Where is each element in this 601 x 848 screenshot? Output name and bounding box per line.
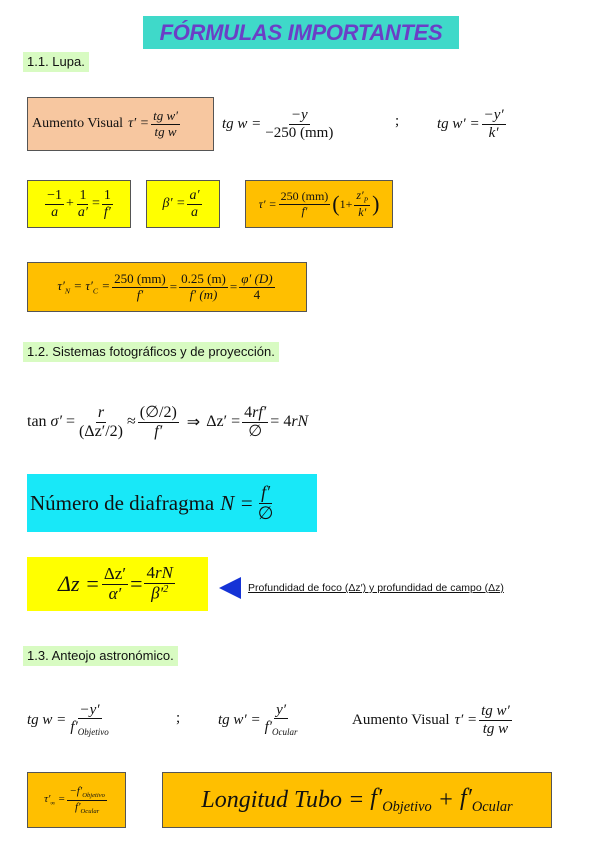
section-heading-fotograficos: 1.2. Sistemas fotográficos y de proyección. xyxy=(23,342,279,362)
tgw-ratio-fraction: $\frac{\text{tg w′}}{\text{tg w}}$ xyxy=(153,108,178,139)
section-heading-lupa: 1.1. Lupa. xyxy=(23,52,89,72)
pointer-arrow-icon xyxy=(219,577,241,599)
gauss-lens-equation-box: $\frac{-1}{a}$ + $\frac{1}{a'}$ = $\frac{1}{f'}$ xyxy=(27,180,131,228)
section-heading-anteojo: 1.3. Anteojo astronómico. xyxy=(23,646,178,666)
tgw-objetivo-formula: tg w = $\frac{-y'}{f'_{Objetivo}}$ xyxy=(27,701,109,738)
longitud-tubo-label: Longitud Tubo xyxy=(201,786,343,813)
profundidad-note: Profundidad de foco (Δz′) y profundidad de campo (Δz) xyxy=(248,582,504,594)
tgw-ocular-formula: tg w′ = $\frac{y'}{f'_{Ocular}}$ xyxy=(218,701,298,738)
aumento-visual-label: Aumento Visual xyxy=(32,116,124,131)
tgw-lupa-formula: tg w = $\frac{-y}{-250 (mm)}$ xyxy=(222,107,334,141)
longitud-tubo-box: Longitud Tubo = $f'_{Objetivo}$ + $f'_{Ocular}$ xyxy=(162,772,552,828)
page-title: FÓRMULAS IMPORTANTES xyxy=(143,16,459,49)
tau-general-box: τ′ = $\frac{250 (mm)}{f'}$ ( 1+ $\frac{z'_P}{k'}$ ) xyxy=(245,180,393,228)
numero-diafragma-label: Número de diafragma xyxy=(30,490,215,515)
separator-semicolon: ; xyxy=(395,113,400,129)
tau-normal-commercial-box: $\tau'_N = \tau'_C$ = $\frac{250 (mm)}{f'}$ = $\frac{0.25 (m)}{f' (m)}$ = $\frac{\varphi' (D)}{4}$ xyxy=(27,262,307,312)
aumento-visual-box xyxy=(27,97,214,151)
lateral-magnification-box: β′ = $\frac{a'}{a}$ xyxy=(146,180,220,228)
tau-symbol: τ′ = xyxy=(128,116,150,131)
delta-z-box: Δz = $\frac{\Delta z'}{\alpha'}$ = $\frac{4rN}{\beta'^2}$ xyxy=(27,557,208,611)
separator-semicolon-2: ; xyxy=(176,710,181,726)
aumento-visual-anteojo-formula: Aumento Visual τ′ = $\frac{\text{tg w′}}{\text{tg w}}$ xyxy=(352,703,510,737)
tan-sigma-formula: tan σ′ = $\frac{r}{(\Delta z'/2)}$ ≈ $\frac{(\emptyset/2)}{f'}$ ⇒ Δz′ = $\frac{4rf'}{\emptyset}$ = 4rN xyxy=(27,403,309,440)
tgw-prime-lupa-formula: tg w′ = $\frac{-y'}{k'}$ xyxy=(437,107,504,141)
tau-infinity-box: $\tau'_\infty$ = $\frac{-f'_{Objetivo}}{f'_{Ocular}}$ xyxy=(27,772,126,828)
numero-diafragma-box: Número de diafragma N = $\frac{f'}{\emptyset}$ xyxy=(27,474,317,532)
